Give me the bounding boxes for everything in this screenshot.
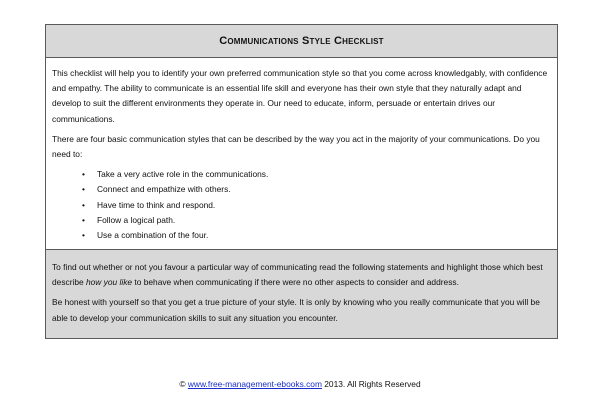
list-item: • Follow a logical path. [82, 213, 551, 228]
footer [0, 379, 600, 389]
list-item: • Use a combination of the four. [82, 228, 551, 243]
website-link[interactable]: www.free-management-ebooks.com [187, 379, 322, 389]
instructions-text-start: To find out whether or not you favour a particular way of communicating read the following statements and highlight those which best describe [52, 262, 543, 288]
copyright-prefix: © [179, 379, 188, 389]
styles-bullet-list [52, 167, 551, 243]
styles-question-paragraph: There are four basic communication styles that can be described by the way you act in the majority of your communications. Do you need to: [52, 133, 540, 160]
honesty-paragraph: Be honest with yourself so that you get a true picture of your style. It is only by knowing who you really communicate that you will be able to develop your communication skills to suit any situation you encounter. [52, 297, 540, 323]
page-title: Communications Style Checklist [219, 35, 384, 47]
instructions-paragraph [52, 260, 551, 290]
instructions-text-end: to behave when communicating if there were no other aspects to consider and address. [132, 277, 459, 288]
instructions-box [45, 250, 558, 339]
title-box [45, 24, 558, 58]
list-item: • Take a very active role in the communications. [82, 167, 551, 182]
intro-box [45, 58, 558, 250]
list-item: • Connect and empathize with others. [82, 182, 551, 197]
copyright-suffix: 2013. All Rights Reserved [321, 379, 421, 389]
instructions-emphasis: how you like [85, 277, 133, 288]
intro-paragraph: This checklist will help you to identify your own preferred communication style so that you come across knowledgably, with confidence and empathy. The ability to communicate is an essential life skill and everyone has their own style that they naturally adapt and develop to suit the different environments they operate in. Our need to educate, inform, persuade or entertain drives our communications. [52, 68, 548, 124]
list-item: • Have time to think and respond. [82, 198, 551, 213]
